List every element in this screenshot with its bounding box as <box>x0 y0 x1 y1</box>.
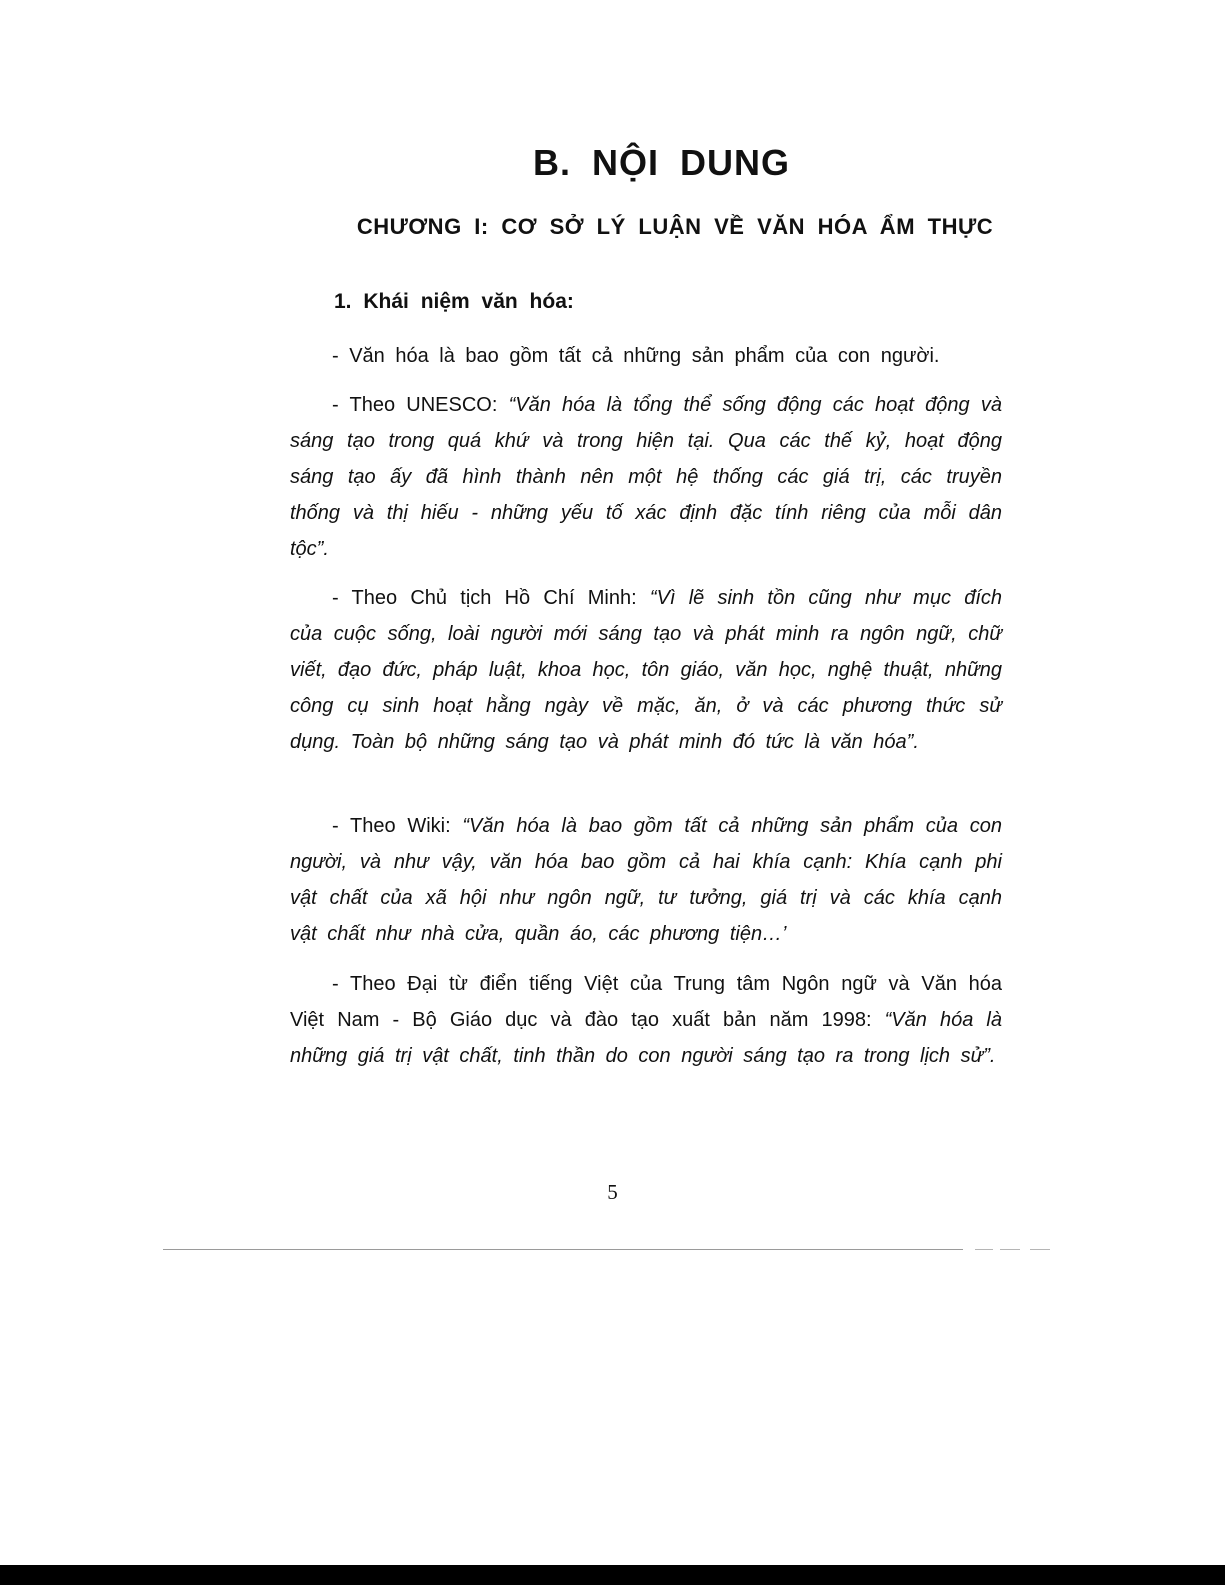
paragraph-definition <box>332 338 992 374</box>
page-number: 5 <box>607 1180 618 1204</box>
paragraph-unesco <box>290 387 1002 567</box>
paragraph-text: - Văn hóa là bao gồm tất cả những sản phẩm của con người. <box>332 345 940 367</box>
paragraph-lead: - Theo Wiki: <box>332 815 463 837</box>
footer-divider-dash <box>1000 1249 1020 1250</box>
footer-divider-dash <box>1030 1249 1050 1250</box>
paragraph-quote: “Văn hóa là bao gồm tất cả những sản phẩm của con người, và như vậy, văn hóa bao gồm cả hai khía cạnh: Khía cạnh phi vật chất của xã hội như ngôn ngữ, tư tưởng, giá trị và các khía cạnh vật chất như nhà cửa, quần áo, các phương tiện…’ <box>290 815 1003 945</box>
paragraph-lead: - Theo Đại từ điển tiếng Việt của Trung tâm Ngôn ngữ và Văn hóa Việt Nam - Bộ Giáo dục và đào tạo xuất bản năm 1998: <box>290 973 1002 1031</box>
paragraph-lead: - Theo UNESCO: <box>332 394 509 416</box>
scan-bottom-edge <box>0 1565 1225 1585</box>
main-title: B. NỘI DUNG <box>532 142 790 183</box>
paragraph-quote: “Vì lẽ sinh tồn cũng như mục đích của cuộc sống, loài người mới sáng tạo và phát minh ra ngôn ngữ, chữ viết, đạo đức, pháp luật, khoa học, tôn giáo, văn học, nghệ thuật, những công cụ sinh hoạt hằng ngày về mặc, ăn, ở và các phương thức sử dụng. Toàn bộ những sáng tạo và phát minh đó tức là văn hóa”. <box>290 587 1002 753</box>
footer-divider-dash <box>975 1249 993 1250</box>
paragraph-ho-chi-minh <box>290 580 1002 760</box>
paragraph-wiki <box>290 808 1002 952</box>
footer-divider <box>163 1249 963 1250</box>
section-heading: 1. Khái niệm văn hóa: <box>334 290 574 313</box>
paragraph-quote: “Văn hóa là những giá trị vật chất, tinh thần do con người sáng tạo ra trong lịch sử”. <box>290 1009 1002 1067</box>
chapter-title: CHƯƠNG I: CƠ SỞ LÝ LUẬN VỀ VĂN HÓA ẨM THỰC <box>356 214 994 239</box>
paragraph-quote: “Văn hóa là tổng thể sống động các hoạt động và sáng tạo trong quá khứ và trong hiện tại. Qua các thế kỷ, hoạt động sáng tạo ấy đã hình thành nên một hệ thống các giá trị, các truyền thống và thị hiếu - những yếu tố xác định đặc tính riêng của mỗi dân tộc”. <box>290 394 1002 560</box>
paragraph-lead: - Theo Chủ tịch Hồ Chí Minh: <box>332 587 650 609</box>
paragraph-dictionary <box>290 966 1002 1074</box>
